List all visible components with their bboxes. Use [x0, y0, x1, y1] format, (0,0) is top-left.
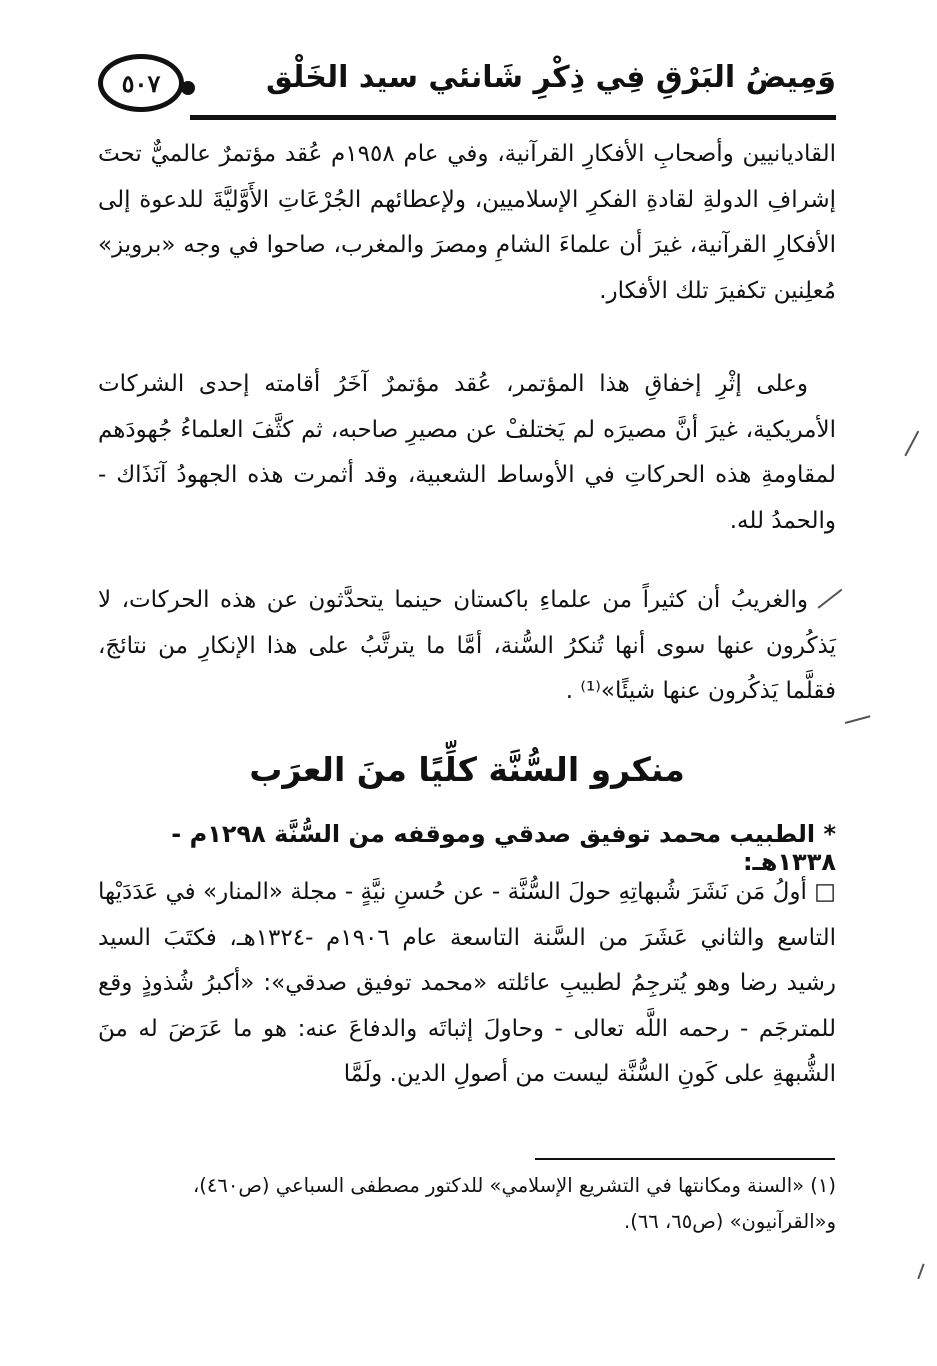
paragraph-3: والغريبُ أن كثيراً من علماءِ باكستان حينما يتحدَّثون عن هذه الحركات، لا يَذكُرون عنها سوى أنها تُنكرُ السُّنة، أمَّا ما يترتَّبُ على هذا الإنكارِ من نتائجَ، فقلَّما يَذكُرون عنها شيئًا»⁽¹⁾ .: [98, 587, 836, 705]
paragraph-1: القاديانيين وأصحابِ الأفكارِ القرآنية، وفي عام ١٩٥٨م عُقد مؤتمرٌ عالميٌّ تحتَ إشرافِ الدولةِ لقادةِ الفكرِ الإسلاميين، ولإعطائهم الجُرْعَاتِ الأَوَّليَّةَ للدعوة إلى الأفكارِ القرآنية، غيرَ أن علماءَ الشامِ ومصرَ والمغرب، صاحوا في وجه «برويز» مُعلِنين تكفيرَ تلك الأفكار.: [98, 141, 836, 304]
paragraph-2: وعلى إثْرِ إخفاقِ هذا المؤتمر، عُقد مؤتمرٌ آخَرُ أقامته إحدى الشركات الأمريكية، غيرَ أنَّ مصيرَه لم يَختلفْ عن مصيرِ صاحبه، ثم كثَّفَ العلماءُ جُهودَهم لمقاومةِ هذه الحركاتِ في الأوساط الشعبية، وقد أثمرت هذه الجهودُ آنَذَاك - والحمدُ لله.: [98, 371, 836, 534]
footnote-line-2: و«القرآنيون» (ص٦٥، ٦٦).: [624, 1210, 836, 1233]
margin-pencil-mark: [845, 715, 871, 723]
subsection-heading: * الطبيب محمد توفيق صدقي وموقفه من السُّنَّة ١٢٩٨م - ١٣٣٨هـ:: [171, 820, 836, 876]
footnote-divider: [535, 1158, 835, 1160]
page-number: ٥٠٧: [98, 54, 184, 112]
margin-pencil-mark: [917, 1263, 924, 1279]
footnote-line-1: (١) «السنة ومكانتها في التشريع الإسلامي» للدكتور مصطفى السباعي (ص٤٦٠)،: [193, 1174, 836, 1197]
margin-pencil-mark: [904, 431, 918, 456]
page-header: [98, 52, 836, 120]
footnotes: [98, 1168, 836, 1240]
running-title: وَمِيضُ البَرْقِ فِي ذِكْرِ شَانئي سيد الخَلْق: [266, 60, 836, 95]
section-paragraph: □ أولُ مَن نَشَرَ شُبهاتِهِ حولَ السُّنَّة - عن حُسنِ نيَّةٍ - مجلة «المنار» في عَدَدَيْها التاسع والثاني عَشَرَ من السَّنة التاسعة عام ١٩٠٦م -١٣٢٤هـ، فكتَبَ السيد رشيد رضا وهو يُترجِمُ لطبيبِ عائلته «محمد توفيق صدقي»: «أكبرُ شُذوذٍ وقع للمترجَم - رحمه اللَّه تعالى - وحاولَ إثباتَه والدفاعَ عنه: هو ما عَرَضَ له منَ الشُّبهةِ على كَونِ السُّنَّة ليست من أصولِ الدين. ولَمَّا: [98, 879, 836, 1088]
header-rule: [190, 115, 836, 120]
section-heading: منكرو السُّنَّة كلِّيًا منَ العرَب: [249, 750, 685, 789]
